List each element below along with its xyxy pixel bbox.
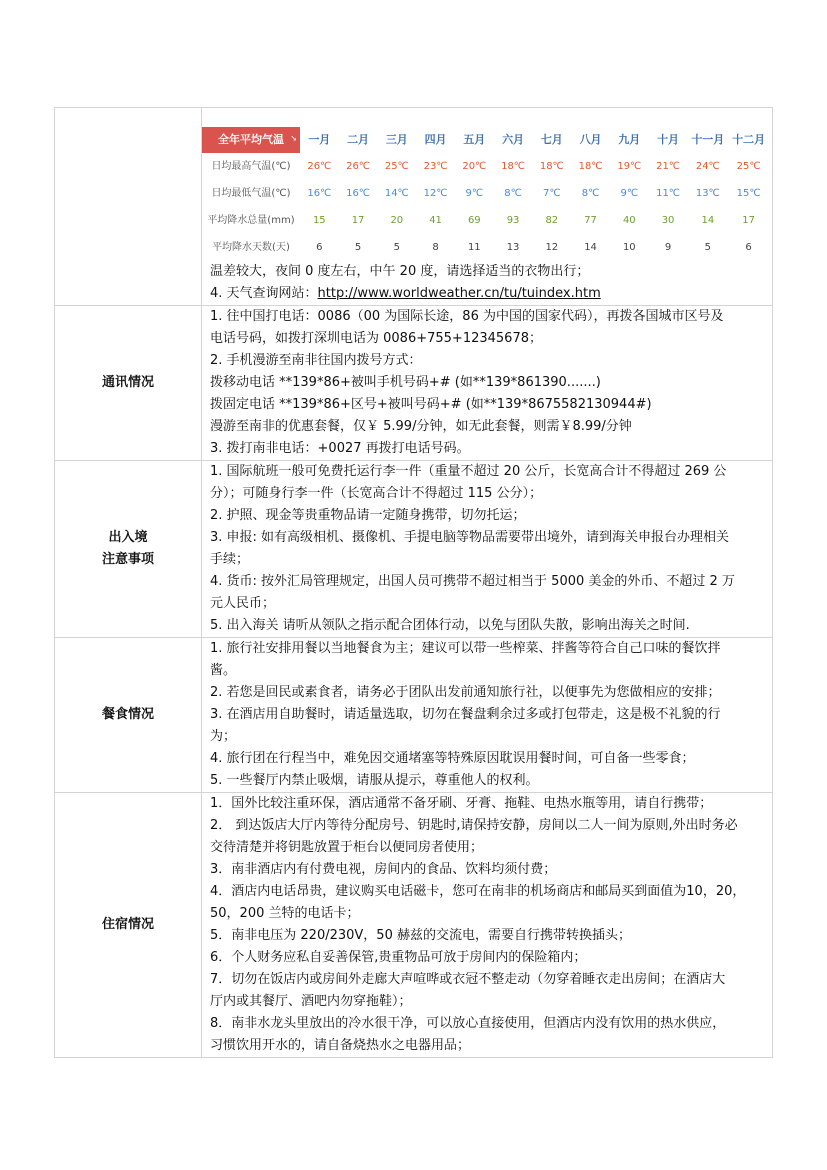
content-line: 2． 到达饭店大厅内等待分配房号、钥匙时,请保持安静，房间以二人一间为原则,外出时务必 xyxy=(210,818,738,833)
weather-climate-table-image xyxy=(202,108,769,261)
weather-cell: 10 xyxy=(622,241,636,253)
content-line: 电话号码，如拨打深圳电话为 0086+755+12345678； xyxy=(210,331,542,346)
weather-row xyxy=(55,108,773,306)
content-line: 4．酒店内电话昂贵，建议购买电话磁卡，您可在南非的机场商店和邮局买到面值为10，20， xyxy=(210,884,746,899)
weather-cell: 16℃ xyxy=(307,187,332,199)
weather-row-label: 日均最高气温(℃) xyxy=(211,160,291,172)
content-line: 2. 护照、现金等贵重物品请一定随身携带，切勿托运； xyxy=(210,508,526,523)
weather-cell: 93 xyxy=(506,214,520,226)
weather-note-line: 温差较大，夜间 0 度左右，中午 20 度，请选择适当的衣物出行； xyxy=(210,264,590,279)
weather-cell: 82 xyxy=(545,214,559,226)
section-label-text: 通讯情况 xyxy=(101,375,154,390)
weather-cell: 12 xyxy=(545,241,559,253)
weather-site-line xyxy=(210,283,769,305)
annual-temp-label: 全年平均气温 xyxy=(217,133,284,146)
corner-arrow-icon: ↘ xyxy=(290,134,297,143)
weather-header-row xyxy=(202,127,769,153)
section-content-lodging xyxy=(202,793,773,1058)
weather-cell: 15 xyxy=(312,214,326,226)
weather-data-row xyxy=(202,207,769,234)
weather-cell: 69 xyxy=(467,214,481,226)
annual-temp-tab[interactable] xyxy=(202,127,300,153)
weather-cell: 13℃ xyxy=(695,187,720,199)
weather-cell: 8℃ xyxy=(504,187,522,199)
content-line: 3．南非酒店内有付费电视，房间内的食品、饮料均须付费； xyxy=(210,862,557,877)
weather-cell: 14 xyxy=(584,241,597,253)
weather-cell: 5 xyxy=(704,241,711,253)
weather-cell: 12℃ xyxy=(423,187,448,199)
weather-cell: 5 xyxy=(354,241,362,253)
weather-cell: 25℃ xyxy=(736,160,761,172)
content-line: 6．个人财务应私自妥善保管,贵重物品可放于房间内的保险箱内； xyxy=(210,950,587,965)
content-line: 漫游至南非的优惠套餐，仅￥ 5.99/分钟，如无此套餐，则需￥8.99/分钟 xyxy=(210,419,632,434)
month-header: 十一月 xyxy=(691,133,725,146)
content-line: 5. 一些餐厅内禁止吸烟，请服从提示，尊重他人的权利。 xyxy=(210,773,539,788)
section-label-lodging xyxy=(55,793,202,1058)
section-label-text: 餐食情况 xyxy=(101,707,154,722)
weather-cell: 8℃ xyxy=(581,187,600,199)
content-line: 2. 手机漫游至南非往国内拨号方式： xyxy=(210,353,422,368)
content-line: 分）；可随身行李一件（长宽高合计不得超过 115 公分）； xyxy=(210,486,543,501)
content-line: 习惯饮用开水的，请自备烧热水之电器用品； xyxy=(210,1038,471,1053)
weather-cell: 8 xyxy=(432,241,439,253)
weather-cell: 26℃ xyxy=(346,160,371,172)
section-content-border xyxy=(202,461,773,638)
weather-cell: 9℃ xyxy=(465,187,484,199)
month-header: 十月 xyxy=(657,133,680,146)
weather-row-label: 平均降水总量(mm) xyxy=(207,214,295,226)
weather-cell: 24℃ xyxy=(695,160,720,172)
content-line: 5. 出入海关 请听从领队之指示配合团体行动，以免与团队失散，影响出海关之时间. xyxy=(210,618,690,633)
content-line: 为； xyxy=(210,729,237,744)
month-header: 二月 xyxy=(347,133,370,146)
weather-cell: 14℃ xyxy=(384,187,409,199)
weather-cell: 9 xyxy=(664,241,672,253)
section-content-communication xyxy=(202,306,773,461)
weather-data-row xyxy=(202,234,769,261)
content-line: 3. 申报: 如有高级相机、摄像机、手提电脑等物品需要带出境外，请到海关申报台办理相关 xyxy=(210,530,730,545)
weather-cell: 40 xyxy=(622,214,636,226)
content-line: 8．南非水龙头里放出的冷水很干净，可以放心直接使用，但酒店内没有饮用的热水供应， xyxy=(210,1016,726,1031)
content-line: 酱。 xyxy=(210,663,237,678)
weather-cell: 9℃ xyxy=(620,187,639,199)
weather-site-label: 4. 天气查询网站： xyxy=(210,286,318,301)
content-line: 5．南非电压为 220/230V，50 赫兹的交流电，需要自行携带转换插头； xyxy=(210,928,631,943)
section-content-meals xyxy=(202,638,773,793)
content-line: 拨固定电话 **139*86+区号+被叫号码+# (如**139*8675582130944#) xyxy=(210,397,652,412)
weather-cell: 18℃ xyxy=(501,160,526,172)
section-label-text: 出入境 xyxy=(108,530,148,545)
weather-cell: 19℃ xyxy=(617,160,642,172)
month-header: 五月 xyxy=(463,133,486,146)
content-line: 3. 在酒店用自助餐时，请适量选取，切勿在餐盘剩余过多或打包带走，这是极不礼貌的行 xyxy=(210,707,721,722)
weather-cell: 17 xyxy=(351,214,365,226)
content-line: 1．国外比较注重环保，酒店通常不备牙刷、牙膏、拖鞋、电热水瓶等用，请自行携带； xyxy=(210,796,713,811)
section-row-lodging xyxy=(55,793,773,1058)
weather-cell: 18℃ xyxy=(578,160,603,172)
weather-row-label: 日均最低气温(℃) xyxy=(211,187,291,199)
weather-cell: 6 xyxy=(745,241,752,253)
weather-cell: 15℃ xyxy=(736,187,761,199)
weather-cell: 30 xyxy=(661,214,675,226)
month-header: 四月 xyxy=(424,133,447,146)
section-label-text: 住宿情况 xyxy=(101,917,154,932)
content-line: 交待清楚并将钥匙放置于柜台以便同房者使用； xyxy=(210,840,484,855)
content-line: 1. 国际航班一般可免费托运行李一件（重量不超过 20 公斤，长宽高合计不得超过 269 公 xyxy=(210,464,727,479)
month-header: 八月 xyxy=(579,133,602,146)
weather-cell: 20℃ xyxy=(462,160,487,172)
weather-cell: 41 xyxy=(429,214,442,226)
month-header: 六月 xyxy=(502,133,525,146)
content-line: 元人民币； xyxy=(210,596,276,611)
weather-cell: 17 xyxy=(742,214,755,226)
weather-cell: 16℃ xyxy=(346,187,371,199)
weather-label-cell xyxy=(55,108,202,306)
content-line: 7．切勿在饭店内或房间外走廊大声喧哗或衣冠不整走动（勿穿着睡衣走出房间；在酒店大 xyxy=(210,972,726,987)
weather-cell: 6 xyxy=(316,241,323,253)
content-line: 4. 旅行团在行程当中，难免因交通堵塞等特殊原因耽误用餐时间，可自备一些零食； xyxy=(210,751,695,766)
weather-cell: 25℃ xyxy=(384,160,409,172)
section-label-border xyxy=(55,461,202,638)
content-line: 3. 拨打南非电话：+0027 再拨打电话号码。 xyxy=(210,441,470,456)
weather-cell: 26℃ xyxy=(307,160,332,172)
section-label-text-2: 注意事项 xyxy=(101,552,154,567)
weather-cell: 23℃ xyxy=(423,160,448,172)
section-row-meals xyxy=(55,638,773,793)
weather-cell: 7℃ xyxy=(543,187,561,199)
month-header: 九月 xyxy=(618,133,641,146)
weather-cell: 77 xyxy=(584,214,597,226)
section-label-meals xyxy=(55,638,202,793)
month-header: 十二月 xyxy=(732,133,766,146)
weather-data-row xyxy=(202,180,769,207)
weather-cell: 11℃ xyxy=(656,187,681,199)
weather-data-row xyxy=(202,153,769,180)
content-line: 50，200 兰特的电话卡； xyxy=(210,906,360,921)
weather-cell: 5 xyxy=(393,241,400,253)
weather-cell: 21℃ xyxy=(656,160,681,172)
weather-cell: 18℃ xyxy=(539,160,564,172)
info-table xyxy=(54,107,773,1058)
weather-content-cell xyxy=(202,108,773,306)
weather-cell: 13 xyxy=(506,241,520,253)
weather-climate-table xyxy=(202,127,769,261)
content-line: 手续； xyxy=(210,552,250,567)
weather-site-link[interactable]: http://www.worldweather.cn/tu/tuindex.htm xyxy=(317,286,601,301)
content-line: 2. 若您是回民或素食者，请务必于团队出发前通知旅行社，以便事先为您做相应的安排； xyxy=(210,685,721,700)
month-header: 一月 xyxy=(308,133,331,146)
month-header: 七月 xyxy=(540,133,563,146)
content-line: 厅内或其餐厅、酒吧内勿穿拖鞋）； xyxy=(210,994,412,1009)
section-row-border xyxy=(55,461,773,638)
section-row-communication xyxy=(55,306,773,461)
content-line: 1. 往中国打电话：0086（00 为国际长途，86 为中国的国家代码），再拨各国城市区号及 xyxy=(210,309,724,324)
weather-cell: 14 xyxy=(701,214,715,226)
section-label-communication xyxy=(55,306,202,461)
weather-cell: 11 xyxy=(467,241,481,253)
content-line: 拨移动电话 **139*86+被叫手机号码+# (如**139*861390.......) xyxy=(210,375,601,390)
content-line: 4. 货币: 按外汇局管理规定，出国人员可携带不超过相当于 5000 美金的外币、不超过 2 万 xyxy=(210,574,735,589)
content-line: 1. 旅行社安排用餐以当地餐食为主；建议可以带一些榨菜、拌酱等符合自己口味的餐饮拌 xyxy=(210,641,721,656)
weather-cell: 20 xyxy=(390,214,404,226)
month-header: 三月 xyxy=(385,133,408,146)
weather-row-label: 平均降水天数(天) xyxy=(212,241,290,253)
